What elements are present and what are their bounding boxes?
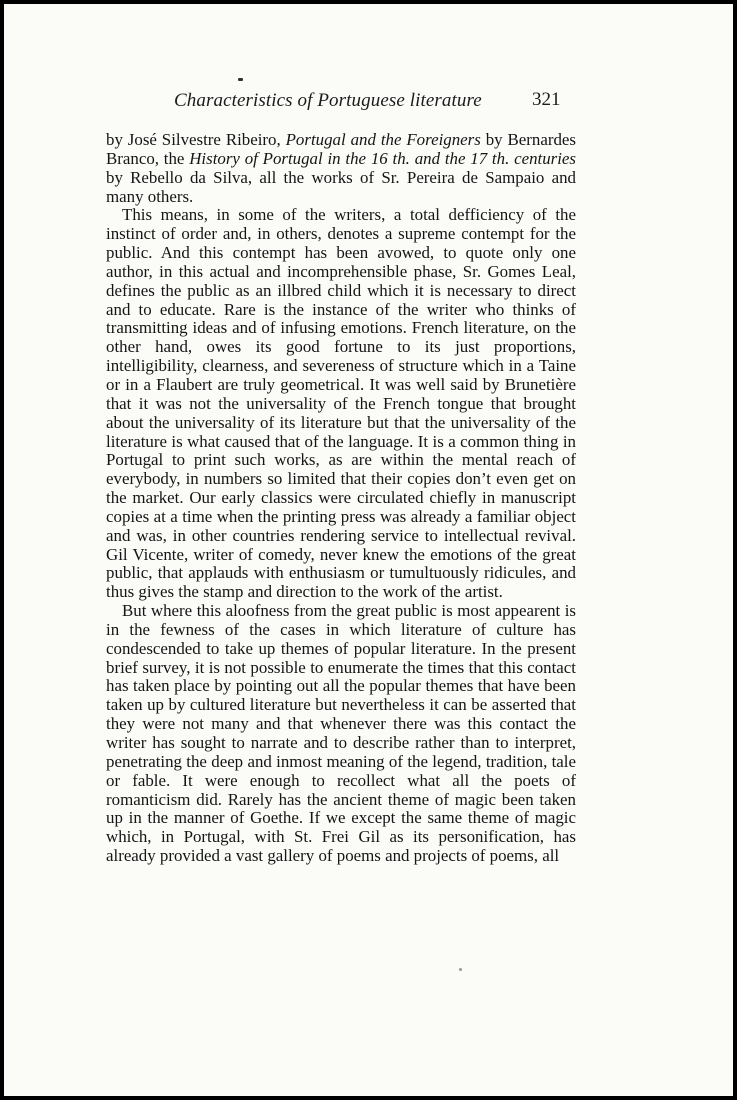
text-segment: But where this aloofness from the great public is most appearent is in the fewness of the cases in which literature of culture has condescended to take up themes of popular literature. In the present brief survey, it is not possible to enumerate the times that this contact has taken place by pointing out all the popular themes that have been taken up by cultured literature but nevertheless it can be asserted that they were not many and that whenever there was this contact the writer has sought to narrate and to describe rather than to interpret, penetrating the deep and inmost meaning of the legend, tradition, tale or fable. It were enough to recollect what all the poets of romanticism did. Rarely has the ancient theme of magic been taken up in the manner of Goethe. If we except the same theme of magic which, in Portugal, with St. Frei Gil as its personification, has already provided a vast gallery of poems and projects of poems, all [106,601,576,866]
running-title: Characteristics of Portuguese literature [174,90,482,111]
paragraph-2 [106,206,576,602]
page-number: 321 [532,89,561,110]
text-segment: by Rebello da Silva, all the works of Sr. Pereira de Sampaio and many others. [106,167,576,206]
paragraph-3 [106,602,576,866]
book-title: History of Portugal in the 16 th. and the 17 th. centuries [189,148,577,168]
text-segment: by Bernardes Branco, the [106,130,576,168]
page-header [4,88,733,116]
print-speck [459,968,462,971]
book-page [4,4,733,1096]
paragraph-1 [106,131,576,206]
text-segment: This means, in some of the writers, a total defficiency of the instinct of order and, in others, denotes a supreme contempt for the public. And this contempt has been avowed, to quote only one author, in this actual and incomprehensible phase, Sr. Gomes Leal, defines the public as an illbred child which it is necessary to direct and to educate. Rare is the instance of the writer who thinks of transmitting ideas and of infusing emotions. French literature, on the other hand, owes its good fortune to its just proportions, intelligibility, clearness, and severeness of structure which in a Taine or in a Flaubert are truly geometrical. It was well said by Brunetière that it was not the universality of the French tongue that brought about the universality of its literature but that the universality of the literature is what caused that of the language. It is a common thing in Portugal to print such works, as are within the mental reach of everybody, in numbers so limited that their copies don’t even get on the market. Our early classics were circulated chiefly in manuscript copies at a time when the printing press was already a familiar object and was, in other countries rendering service to intellectual revival. Gil Vicente, writer of comedy, never knew the emotions of the great public, that applauds with enthusiasm or tumultuously ridicules, and thus gives the stamp and direction to the work of the artist. [106,205,576,602]
body-text [106,131,576,866]
book-title: Portugal and the Foreigners [285,130,481,149]
text-segment: by José Silvestre Ribeiro, [106,130,286,149]
print-mark [238,78,243,81]
